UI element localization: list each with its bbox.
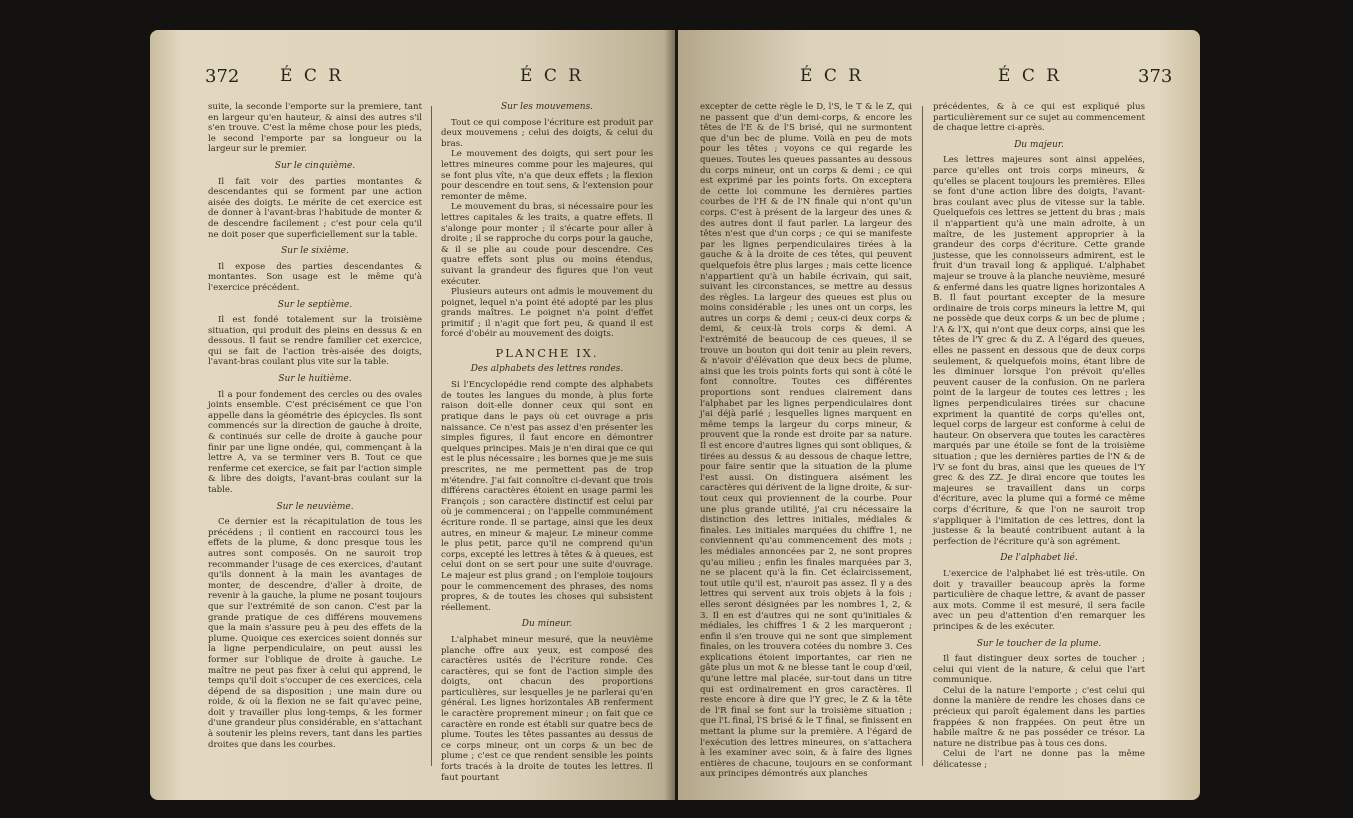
section-heading: Du majeur. bbox=[1014, 139, 1064, 150]
paragraph: Tout ce qui compose l'écriture est produit par deux mouvemens ; celui des doigts, & celui du bras. bbox=[441, 117, 653, 149]
column-rule bbox=[922, 106, 923, 766]
paragraph: Si l'Encyclopédie rend compte des alphabets de toutes les langues du monde, à plus forte raison doit-elle donner ceux qui sont en pratique dans le pays où cet ouvrage a pris naissance. Ce n'est pas assez d'en présenter les simples figures, il faut encore en démontrer quelques principes. Mais je n'en dirai que ce qui est le plus nécessaire ; les bornes que je me suis prescrites, ne me permettent pas de trop m'étendre. J'ai fait connoître ci-devant que trois différens caractères étoient en usage parmi les François ; son caractère distinctif est celui par où je commencerai ; on l'appelle communément écriture ronde. Il se partage, ainsi que les deux autres, en mineur & majeur. Le mineur comme le plus petit, parce qu'il ne comprend qu'un corps, excepté les lettres à têtes & à queues, est celui dont on se sert pour une suite d'ouvrage. Le majeur est plus grand ; on l'emploie toujours pour le commencement des phrases, des noms propres, & de toutes les choses qui subsistent réellement. bbox=[441, 380, 654, 613]
left-page bbox=[150, 30, 675, 800]
paragraph: suite, la seconde l'emporte sur la premiere, tant en largeur qu'en hauteur, & ainsi des autres s'il s'en trouve. C'est la même chose pour les pieds, le second l'emporte par sa longueur ou la largeur sur le premier. bbox=[208, 102, 422, 155]
paragraph: Il est fondé totalement sur la troisième situation, qui produit des pleins en dessus & en dessous. Il faut se rendre familier cet exercice, qui se fait de l'action très-aisée des doigts, l'avant-bras coulant plus vite sur la table. bbox=[208, 315, 422, 368]
right-running-head-1: É C R bbox=[800, 66, 865, 86]
left-page-number: 372 bbox=[205, 66, 240, 87]
paragraph: Les lettres majeures sont ainsi appelées, parce qu'elles ont trois corps mineurs, & qu'elles se placent toujours les premières. Elles se font d'une action libre des doigts, l'avant-bras coulant avec plus de vitesse sur la table. Quelquefois ces lettres se jettent du bras ; mais il n'appartient qu'à une main adroite, à un maître, de les justement approprier à la grandeur des corps d'écriture. Cette grande justesse, que les connoisseurs admirent, est le fruit d'un travail long & appliqué. L'alphabet majeur se trouve à la planche neuvième, mesuré & enfermé dans les quatre lignes horizontales A B. Il faut pourtant excepter de la mesure ordinaire de trois corps mineurs la lettre M, qui ne possède que deux corps & un bec de plume ; l'A & l'X, qui n'ont que deux corps, ainsi que les têtes de l'Y grec & du Z. A l'égard des queues, elles ne passent en dessous que de deux corps seulement, & quelquefois moins, étant libre de les diminuer lorsque l'on prévoit qu'elles peuvent causer de la confusion. On ne parlera point de la largeur de toutes ces lettres ; les lignes perpendiculaires tirées sur chacune expriment la quantité de corps qu'elles ont, lequel corps de largeur est conforme à celui de hauteur. On observera que toutes les caractères marqués par une étoile se font de la troisième situation ; que les dernières parties de l'N & de l'V se font du bras, ainsi que les queues de l'Y grec & des ZZ. Je dirai encore que toutes les majeures se travaillent dans un corps d'écriture, avec la plume qui a formé ce même corps d'écriture, & que l'on ne sauroit trop s'appliquer à l'imitation de ces lettres, dont la justesse & la beauté contribuent autant à la perfection de l'écriture qu'à son agrément. bbox=[933, 155, 1146, 547]
right-column-2 bbox=[933, 102, 1145, 771]
left-running-head-2: É C R bbox=[520, 66, 585, 86]
paragraph: Il faut distinguer deux sortes de toucher ; celui qui vient de la nature, & celui que l'art communique. bbox=[933, 654, 1145, 686]
plate-heading: PLANCHE IX. bbox=[495, 346, 599, 361]
plate-subheading: Des alphabets des lettres rondes. bbox=[470, 363, 624, 374]
section-heading: De l'alphabet lié. bbox=[1000, 553, 1078, 564]
paragraph: excepter de cette règle le D, l'S, le T & le Z, qui ne passent que d'un demi-corps, & encore les têtes de l'E & de l'S brisé, qui ne surmontent que d'un bec de plume. Voilà en peu de mots pour les têtes ; voyons ce qui regarde les queues. Toutes les queues passantes au dessous du corps mineur, ont un corps & demi ; ce qui est exprimé par les points forts. On exceptera de cette loi commune les dernières parties courbes de l'H & de l'N finale qui n'ont qu'un corps. C'est à présent de la largeur des unes & des autres dont il faut parler. La largeur des têtes n'est que d'un corps ; ce qui se manifeste par les lignes perpendiculaires tirées à la gauche & à la droite de ces têtes, qui peuvent quelquefois être plus larges ; mais cette licence n'appartient qu'à un habile écrivain, qui sait, suivant les circonstances, se mettre au dessus des règles. La largeur des queues est plus ou moins considérable ; les unes ont un corps, les autres un corps & demi ; ceux-ci deux corps & demi, & ceux-là trois corps & demi. A l'extrémité de beaucoup de ces queues, il se trouve un bouton qui doit tenir au plein revers, & n'avoir d'élévation que deux becs de plume, ainsi que les trois points forts qui sont à côté le font connoître. Toutes ces différentes proportions sont rendues clairement dans l'alphabet par les lignes perpendiculaires dont j'ai déjà parlé ; lesquelles lignes marquent en même temps la largeur du corps mineur, & prouvent que la ronde est droite par sa nature. Il est encore d'autres lignes qui sont obliques, & tirées au dessus & au dessous de chaque lettre, pour faire sentir que la situation de la plume l'est aussi. On distinguera aisément les caractères qui dérivent de la ligne droite, & sur-tout ceux qui proviennent de la courbe. Pour une plus grande utilité, j'ai cru nécessaire la distinction des lettres initiales, médiales & finales. Les initiales marquées du chiffre 1, ne conviennent qu'au commencement des mots ; les médiales annoncées par 2, ne sont propres qu'au milieu ; enfin les finales marquées par 3, ne se placent qu'à la fin. Cet éclaircissement, tout utile qu'il est, n'auroit pas assez. Il y a des lettres qui servent aux trois objets à la fois ; elles seront désignées par les nombres 1, 2, & 3. Il en est d'autres qui ne sont qu'initiales & médiales, les chiffres 1 & 2 les marqueront ; enfin il s'en trouve qui ne sont que simplement finales, on les trouvera cotées du nombre 3. Ces explications étoient importantes, car rien ne gâte plus un mot & ne blesse tant le coup d'œil, qu'une lettre mal placée, sur-tout dans un titre qui est ordinairement en gros caractères. Il reste encore à dire que l'Y grec, le Z & la tête de l'R final se font sur la troisième situation ; que l'L final, l'S brisé & le T final, se finissent en mettant la plume sur la première. A l'égard de l'exécution des lettres mineures, on s'attachera à les examiner avec soin, & à faire des lignes entières de chacune, toujours en se conformant aux principes démontrés aux planches bbox=[700, 102, 912, 780]
section-heading: Sur les mouvemens. bbox=[500, 102, 594, 112]
left-column-1 bbox=[208, 102, 422, 750]
section-heading: Sur le sixième. bbox=[281, 246, 349, 257]
left-running-head-1: É C R bbox=[280, 66, 345, 86]
section-heading: Sur le huitième. bbox=[278, 374, 352, 385]
section-heading: Sur le cinquième. bbox=[274, 160, 356, 171]
paragraph: Il a pour fondement des cercles ou des ovales joints ensemble. C'est précisément ce que l'on appelle dans la géométrie des épicycles. Ils sont commencés sur la direction de gauche à droite, & continués sur celle de droite à gauche pour finir par une ligne ondée, qui, commençant à la lettre A, va se terminer vers B. Tout ce que renferme cet exercice, se fait par l'action simple & libre des doigts, l'avant-bras coulant sur la table. bbox=[208, 389, 422, 495]
paragraph: Le mouvement des doigts, qui sert pour les lettres mineures comme pour les majeures, qui se font plus vîte, n'a que deux effets ; la flexion pour descendre en tout sens, & l'extension pour remonter de même. bbox=[441, 149, 653, 202]
paragraph: Ce dernier est la récapitulation de tous les précédens ; il contient en raccourci tous les effets de la plume, & donc presque tous les autres sont composés. On ne sauroit trop recommander l'usage de ces exercices, d'autant qu'ils donnent à la main les avantages de monter, de descendre, d'aller à droite, de revenir à la gauche, la plume ne posant toujours que sur l'extrémité de son canon. C'est par la grande pratique de ces différens mouvemens que la main s'assure peu à peu des effets de la plume. Quoique ces exercices soient donnés sur la ligne perpendiculaire, on peut aussi les former sur l'oblique de droite à gauche. Le maître ne peut pas fixer à celui qui apprend, le temps qu'il doit s'occuper de ces exercices, cela dépend de sa disposition ; une main dure ou roide, & où la flexion ne se fait qu'avec peine, doit y travailler plus long-temps, & les former d'une grandeur plus considérable, en s'attachant à soutenir les pleins revers, tant dans les parties droites que dans les courbes. bbox=[208, 517, 422, 750]
paragraph: Le mouvement du bras, si nécessaire pour les lettres capitales & les traits, a quatre effets. Il s'alonge pour monter ; il s'écarte pour aller à droite ; il se rapproche du corps pour la gauche, & il se plie au coude pour descendre. Ces quatre effets sont plus ou moins étendus, suivant la grandeur des figures que l'on veut exécuter. bbox=[441, 202, 653, 287]
paragraph: Celui de la nature l'emporte ; c'est celui qui donne la manière de rendre les choses dans ce précieux qui paroît également dans les parties frappées & non frappées. On peut être un habile maître & ne pas posséder ce trésor. La nature ne distribue pas à tous ces dons. bbox=[933, 685, 1145, 749]
paragraph: Il expose des parties descendantes & montantes. Son usage est le même qu'à l'exercice précédent. bbox=[208, 261, 422, 293]
section-heading: Sur le neuvième. bbox=[276, 501, 354, 512]
column-rule bbox=[431, 106, 432, 766]
right-page bbox=[678, 30, 1200, 800]
paragraph: Il fait voir des parties montantes & descendantes qui se forment par une action aisée des doigts. Le mérite de cet exercice est de donner à l'avant-bras l'habitude de monter & de descendre facilement ; c'est pour cela qu'il ne doit poser que superficiellement sur la table. bbox=[208, 176, 422, 240]
paragraph: L'alphabet mineur mesuré, que la neuvième planche offre aux yeux, est composé des caractères usités de l'écriture ronde. Ces caractères, qui se font de l'action simple des doigts, ont chacun des proportions particulières, sur lesquelles je ne parlerai qu'en général. Les lignes horizontales AB renferment le caractère proprement mineur ; on fait que ce caractère en ronde est établi sur quatre becs de plume. Toutes les têtes passantes au dessus de ce corps mineur, ont un corps & un bec de plume ; c'est ce que rendent sensible les points forts tracés à la droite de toutes les lettres. Il faut pourtant bbox=[441, 634, 653, 783]
paragraph: Celui de l'art ne donne pas la même délicatesse ; bbox=[933, 749, 1145, 771]
paragraph: précédentes, & à ce qui est expliqué plus particulièrement sur ce sujet au commencement de chaque lettre ci-après. bbox=[933, 102, 1145, 134]
right-page-number: 373 bbox=[1138, 66, 1173, 87]
right-running-head-2: É C R bbox=[998, 66, 1063, 86]
section-heading: Du mineur. bbox=[521, 619, 573, 630]
section-heading: Sur le septième. bbox=[277, 299, 353, 310]
left-column-2 bbox=[441, 102, 653, 783]
right-column-1 bbox=[700, 102, 912, 780]
paragraph: Plusieurs auteurs ont admis le mouvement du poignet, lequel n'a point été adopté par les plus grands maîtres. Le poignet n'a point d'effet primitif ; il n'agit que fort peu, & quand il est forcé d'obéir au mouvement des doigts. bbox=[441, 287, 653, 340]
paragraph: L'exercice de l'alphabet lié est très-utile. On doit y travailler beaucoup après la forme particulière de chaque lettre, & avant de passer aux mots. Comme il est mesuré, il sera facile avec un peu d'attention d'en remarquer les principes & de les exécuter. bbox=[933, 568, 1145, 632]
section-heading: Sur le toucher de la plume. bbox=[976, 638, 1102, 649]
